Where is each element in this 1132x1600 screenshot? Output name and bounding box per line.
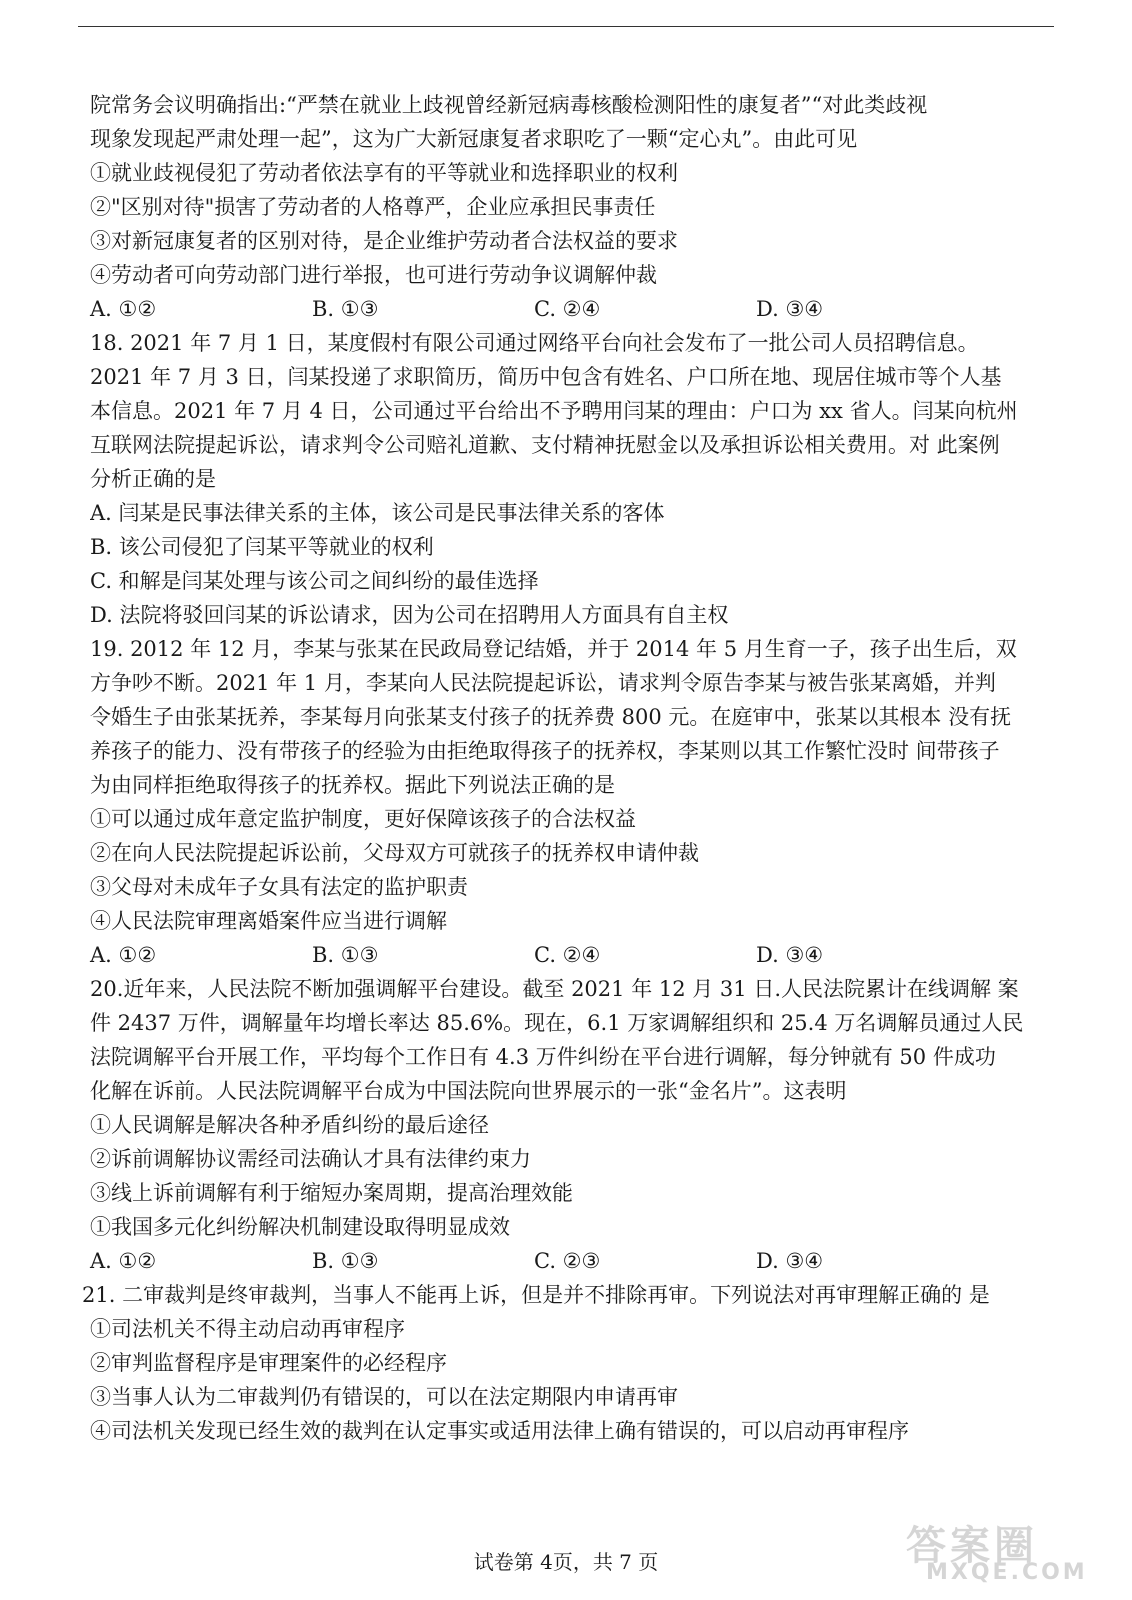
q19-statement-4: ④人民法院审理离婚案件应当进行调解: [90, 909, 447, 933]
q19-statement-3: ③父母对未成年子女具有法定的监护职责: [90, 875, 468, 899]
q20-stem-4: 化解在诉前。人民法院调解平台成为中国法院向世界展示的一张“金名片”。这表明: [90, 1079, 847, 1103]
q20-option-d: D. ③④: [756, 1249, 824, 1273]
q18-option-a: A. 闫某是民事法律关系的主体，该公司是民事法律关系的客体: [90, 501, 665, 525]
q20-statement-2: ②诉前调解协议需经司法确认才具有法律约束力: [90, 1147, 531, 1171]
q17-option-c: C. ②④: [534, 297, 601, 321]
q19-option-a: A. ①②: [90, 943, 157, 967]
top-rule: [78, 26, 1054, 27]
watermark-logo: [896, 1514, 1096, 1588]
q19-option-d: D. ③④: [756, 943, 824, 967]
q17-statement-2: ②"区别对待"损害了劳动者的人格尊严，企业应承担民事责任: [90, 195, 656, 219]
q19-stem-5: 为由同样拒绝取得孩子的抚养权。据此下列说法正确的是: [90, 773, 615, 797]
q18-stem-1: 18. 2021 年 7 月 1 日，某度假村有限公司通过网络平台向社会发布了一批公司人员招聘信息。: [90, 331, 979, 355]
q17-option-a: A. ①②: [90, 297, 157, 321]
q18-option-b: B. 该公司侵犯了闫某平等就业的权利: [90, 535, 434, 559]
page-content: [82, 88, 1050, 1448]
q17-line-1: 院常务会议明确指出:“严禁在就业上歧视曾经新冠病毒核酸检测阳性的康复者”“对此类歧视: [90, 93, 928, 117]
q19-option-b: B. ①③: [312, 943, 379, 967]
q17-statement-3: ③对新冠康复者的区别对待，是企业维护劳动者合法权益的要求: [90, 229, 678, 253]
q20-statement-1: ①人民调解是解决各种矛盾纠纷的最后途径: [90, 1113, 489, 1137]
q17-options: [90, 292, 1050, 326]
q18-stem-4: 互联网法院提起诉讼，请求判令公司赔礼道歉、支付精神抚慰金以及承担诉讼相关费用。对 此案例: [90, 433, 1000, 457]
q19-stem-4: 养孩子的能力、没有带孩子的经验为由拒绝取得孩子的抚养权，李某则以其工作繁忙没时 间带孩子: [90, 739, 1000, 763]
q20-statement-3: ③线上诉前调解有利于缩短办案周期，提高治理效能: [90, 1181, 573, 1205]
q18-option-c: C. 和解是闫某处理与该公司之间纠纷的最佳选择: [90, 569, 539, 593]
q17-option-b: B. ①③: [312, 297, 379, 321]
q18-option-d: D. 法院将驳回闫某的诉讼请求，因为公司在招聘用人方面具有自主权: [90, 603, 729, 627]
q18-stem-5: 分析正确的是: [90, 467, 216, 491]
watermark-text: MXQE.COM: [926, 1560, 1088, 1585]
q19-stem-1: 19. 2012 年 12 月，李某与张某在民政局登记结婚，并于 2014 年 5 月生育一子，孩子出生后，双: [90, 637, 1017, 661]
page-footer: 试卷第 4页，共 7 页: [473, 1550, 659, 1574]
q21-statement-4: ④司法机关发现已经生效的裁判在认定事实或适用法律上确有错误的，可以启动再审程序: [90, 1419, 909, 1443]
watermark-mark: 答案圈: [906, 1523, 1038, 1569]
q18-stem-3: 本信息。2021 年 7 月 4 日，公司通过平台给出不予聘用闫某的理由：户口为 xx 省人。闫某向杭州: [90, 399, 1018, 423]
q21-statement-2: ②审判监督程序是审理案件的必经程序: [90, 1351, 447, 1375]
q20-option-a: A. ①②: [90, 1249, 157, 1273]
q19-stem-2: 方争吵不断。2021 年 1 月，李某向人民法院提起诉讼，请求判令原告李某与被告张某离婚，并判: [90, 671, 996, 695]
q19-statement-1: ①可以通过成年意定监护制度，更好保障该孩子的合法权益: [90, 807, 636, 831]
q20-stem-3: 法院调解平台开展工作，平均每个工作日有 4.3 万件纠纷在平台进行调解，每分钟就有 50 件成功: [90, 1045, 996, 1069]
q19-options: [90, 938, 1050, 972]
q17-line-2: 现象发现起严肃处理一起”，这为广大新冠康复者求职吃了一颗“定心丸”。由此可见: [90, 127, 858, 151]
q20-stem-1: 20.近年来，人民法院不断加强调解平台建设。截至 2021 年 12 月 31 日.人民法院累计在线调解 案: [90, 977, 1019, 1001]
q20-statement-4: ①我国多元化纠纷解决机制建设取得明显成效: [90, 1215, 510, 1239]
q21-statement-1: ①司法机关不得主动启动再审程序: [90, 1317, 405, 1341]
q20-option-b: B. ①③: [312, 1249, 379, 1273]
q17-statement-4: ④劳动者可向劳动部门进行举报，也可进行劳动争议调解仲裁: [90, 263, 657, 287]
q18-stem-2: 2021 年 7 月 3 日，闫某投递了求职简历，简历中包含有姓名、户口所在地、现居住城市等个人基: [90, 365, 1002, 389]
q21-statement-3: ③当事人认为二审裁判仍有错误的，可以在法定期限内申请再审: [90, 1385, 678, 1409]
q19-option-c: C. ②④: [534, 943, 601, 967]
q17-statement-1: ①就业歧视侵犯了劳动者依法享有的平等就业和选择职业的权利: [90, 161, 678, 185]
q21-stem: 21. 二审裁判是终审裁判，当事人不能再上诉，但是并不排除再审。下列说法对再审理解正确的 是: [82, 1283, 990, 1307]
q19-stem-3: 令婚生子由张某抚养，李某每月向张某支付孩子的抚养费 800 元。在庭审中，张某以其根本 没有抚: [90, 705, 1012, 729]
q17-option-d: D. ③④: [756, 297, 824, 321]
q20-option-c: C. ②③: [534, 1249, 601, 1273]
q19-statement-2: ②在向人民法院提起诉讼前，父母双方可就孩子的抚养权申请仲裁: [90, 841, 699, 865]
q20-stem-2: 件 2437 万件，调解量年均增长率达 85.6%。现在，6.1 万家调解组织和 25.4 万名调解员通过人民: [90, 1011, 1024, 1035]
q20-options: [90, 1244, 1050, 1278]
